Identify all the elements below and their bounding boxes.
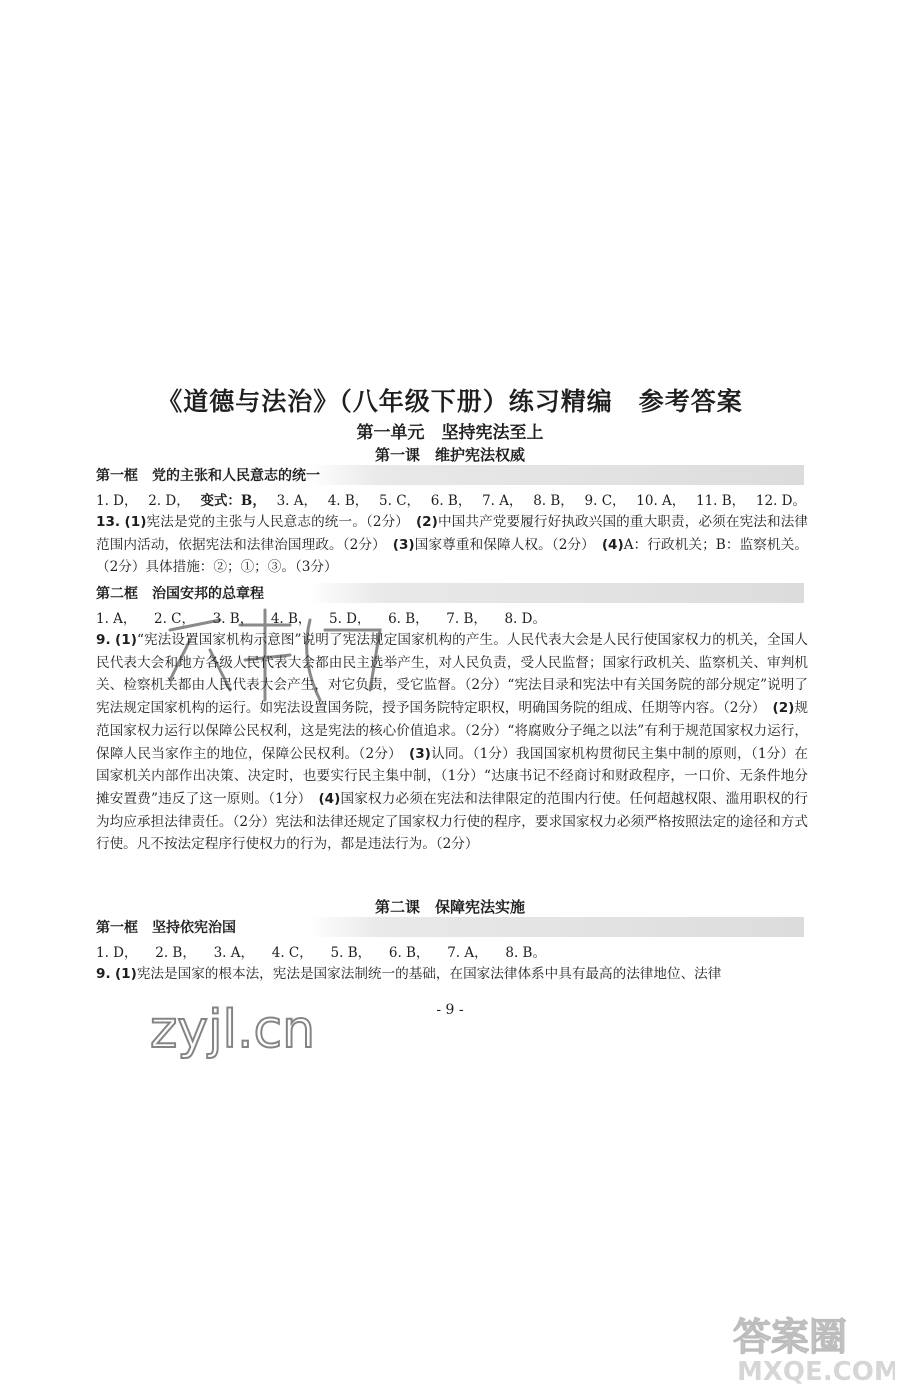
part-text: A：行政机关；B：监察机关。（2分）具体措施：②；①；③。（3分）	[96, 536, 808, 576]
answer-paragraph	[96, 511, 808, 579]
answer-item: 3. A，	[213, 945, 255, 961]
frame-title: 第一框 坚持依宪治国	[96, 920, 236, 936]
part-text: 中国共产党要履行好执政兴国的重大职责，必须在宪法和法律范围内活动，依据宪法和法律治国理政。（2分）	[96, 514, 809, 553]
answer-item: 12. D。	[755, 493, 806, 509]
watermark-corner-title: 答案圈	[733, 1315, 848, 1359]
part-text: 宪法是党的主张与人民意志的统一。（2分）	[146, 514, 403, 530]
part-marker: (1)	[115, 632, 137, 648]
answer-item: 2. D，	[148, 493, 190, 509]
part-marker: (3)	[392, 536, 415, 553]
answer-item: 6. B，	[388, 945, 430, 961]
choice-answers	[96, 941, 546, 961]
part-marker: (1)	[124, 514, 147, 530]
answer-item: 4. C，	[271, 945, 313, 961]
part-text: 国家尊重和保障人权。（2分）	[414, 536, 589, 553]
answer-item: 1. D，	[96, 945, 138, 961]
answer-item: 8. B，	[533, 493, 574, 509]
answer-item: 7. A，	[447, 945, 488, 961]
part-marker: (3)	[409, 745, 431, 762]
part-marker: (2)	[415, 514, 438, 530]
answer-item: 7. B，	[446, 611, 487, 627]
question-number: 13.	[96, 514, 121, 530]
answer-item: 6. B，	[430, 493, 472, 509]
watermark-logo-text: zyjl.cn	[150, 1000, 316, 1060]
frame-title: 第一框 党的主张和人民意志的统一	[96, 468, 320, 484]
answer-item: 3. A，	[276, 493, 317, 509]
answer-item: 9. C，	[584, 493, 626, 509]
watermark-corner-logo	[725, 1308, 895, 1386]
part-marker: (1)	[114, 966, 137, 982]
part-text: 认同。（1分）我国国家机构贯彻民主集中制的原则，（1分）在国家机关内部作出决策、决定时，也要实行民主集中制，（1分）“达康书记不经商讨和财政程序，一口价、无条件地分摊安置费”违反了这一原则。（1分）	[96, 745, 808, 807]
answer-paragraph	[96, 963, 808, 986]
part-text: “宪法设置国家机构示意图”说明了宪法规定国家机构的产生。人民代表大会是人民行使国家权力的机关，全国人民代表大会和地方各级人民代表大会都由民主选举产生，对人民负责，受人民监督；国家行政机关、监察机关、审判机关、检察机关都由人民代表大会产生，对它负责，受它监督。（2分）“宪法目录和宪法中有关国务院的部分规定”说明了宪法规定国家机构的运行。如宪法设置国务院，授予国务院特定职权，明确国务院的组成、任期等内容。（2分）	[96, 632, 808, 717]
part-marker: (2)	[772, 700, 795, 717]
answer-item: 10. A，	[636, 493, 686, 509]
answer-item: 1. D，	[96, 493, 138, 509]
part-marker: (4)	[318, 790, 341, 807]
page-number: - 9 -	[436, 1002, 464, 1018]
answer-item: 3. B，	[212, 611, 254, 627]
part-text: 规范国家权力运行以保障公民权利，这是宪法的核心价值追求。（2分）“将腐败分子绳之以法”有利于规范国家权力运行，保障人民当家作主的地位，保障公民权利。（2分）	[96, 700, 809, 762]
answer-item: 7. A，	[482, 493, 523, 509]
part-text: 宪法是国家的根本法，宪法是国家法制统一的基础，在国家法律体系中具有最高的法律地位、法律	[136, 966, 722, 982]
document-title: 《道德与法治》（八年级下册）练习精编 参考答案	[157, 387, 743, 416]
frame-title: 第二框 治国安邦的总章程	[96, 586, 264, 602]
answer-item: 4. B，	[270, 611, 312, 627]
answer-item: 2. B，	[155, 945, 196, 961]
answer-item: 5. B，	[330, 945, 372, 961]
answer-item: 4. B，	[327, 493, 369, 509]
choice-answers	[96, 489, 806, 509]
answer-item: 6. B，	[388, 611, 429, 627]
part-text: 国家权力必须在宪法和法律限定的范围内行使。任何超越权限、滥用职权的行为均应承担法律责任。（2分）宪法和法律还规定了国家权力行使的程序，要求国家权力必须严格按照法定的途径和方式行使。凡不按法定程序行使权力的行为，都是违法行为。（2分）	[96, 790, 809, 853]
answer-item: 8. B。	[505, 945, 546, 961]
question-number: 9.	[96, 966, 111, 982]
answer-item: 变式：B，	[200, 493, 266, 509]
answer-item: 11. B，	[696, 493, 746, 509]
watermark-corner-url: MXQE.COM	[737, 1357, 895, 1386]
answer-item: 5. D，	[329, 611, 371, 627]
answer-item: 2. C，	[154, 611, 196, 627]
unit-title: 第一单元 坚持宪法至上	[356, 423, 544, 443]
answer-item: 8. D。	[504, 611, 546, 627]
question-number: 9.	[96, 632, 111, 648]
answer-item: 5. C，	[379, 493, 421, 509]
part-marker: (4)	[601, 536, 624, 553]
watermark-logo	[150, 995, 370, 1060]
answer-item: 1. A，	[96, 611, 137, 627]
watermark-graphic	[150, 600, 400, 720]
lesson-title: 第二课 保障宪法实施	[374, 898, 525, 916]
lesson-title: 第一课 维护宪法权威	[374, 446, 525, 464]
